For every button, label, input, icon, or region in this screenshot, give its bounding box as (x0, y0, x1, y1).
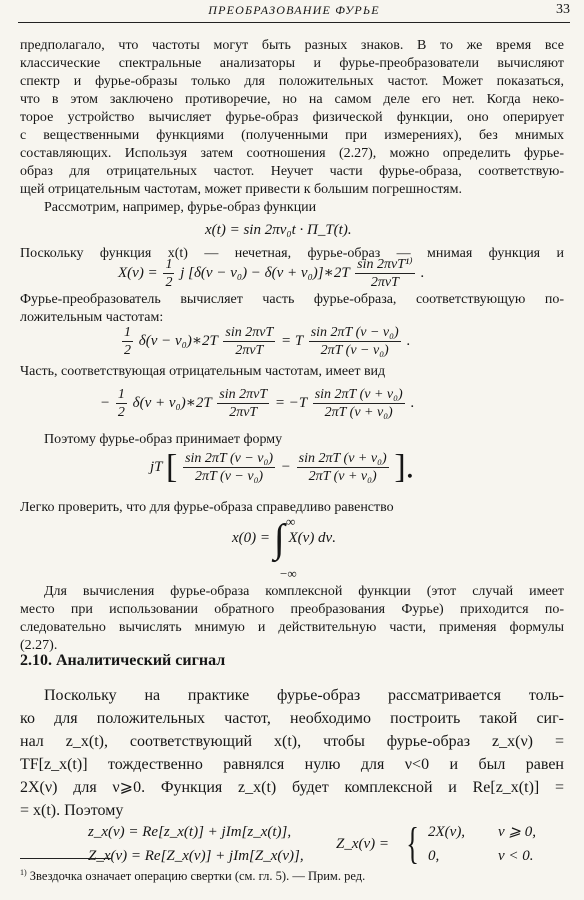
page-number: 33 (556, 2, 570, 17)
text-line: Для вычисления фурье-образа комплексной функции (этот случай имеет (44, 584, 564, 599)
page-header (18, 2, 570, 23)
footnote (20, 868, 365, 884)
text-line: составляющих. Используя затем соотношения (2.27), можно определить фурье- (20, 146, 564, 161)
text-line: что в этом заключено противоречие, но на самом деле его нет. Когда неко- (20, 92, 564, 107)
section-title: 2.10. Аналитический сигнал (20, 652, 226, 669)
text-line: следовательно вычислять мнимую и действительную части, применяя формулы (20, 620, 564, 635)
text-line: классические спектральные анализаторы и фурье-преобразователи вычисляют (20, 56, 564, 71)
case-value-positive: 2X(ν), (428, 824, 466, 840)
fraction-sinc: $\frac{\text{sin 2πνT}}{\text{2πνT}}$ (219, 387, 268, 420)
equation-negative-part: − $\frac{1}{2}$ δ(ν + ν₀)∗2T $\frac{\text{sin 2πνT}}{\text{2πνT}}$ = −T $\frac{\text{sin 2πT (ν + ν₀)}}{\text{2πT (ν + ν₀)}}$ . (100, 387, 415, 420)
equation-signal: x(t) = sin 2πν₀t · Π_T(t). (205, 222, 352, 238)
eq-middle: j [δ(ν − ν₀) − δ(ν + ν₀)]∗2T (180, 264, 350, 281)
running-head: ПРЕОБРАЗОВАНИЕ ФУРЬЕ (208, 3, 380, 17)
fraction-result: $\frac{\text{sin 2πT (ν − ν₀)}}{\text{2πT (ν − ν₀)}}$ (310, 325, 399, 358)
equation-fourier-transform: X(ν) = $\frac{1}{2}$ j [δ(ν − ν₀) − δ(ν + ν₀)]∗2T $\frac{\text{sin 2πνT¹⁾}}{\text{2πνT}}$ . (118, 257, 425, 290)
text-line: Поскольку функция x(t) — нечетная, фурье-образ — мнимая функция и (20, 246, 564, 261)
fraction-b: $\frac{\text{sin 2πT (ν + ν₀)}}{\text{2πT (ν + ν₀)}}$ (298, 451, 387, 484)
case-condition-positive: ν ⩾ 0, (498, 824, 536, 840)
equation-analytic-Z: Z_x(ν) = Re[Z_x(ν)] + jIm[Z_x(ν)], (88, 848, 304, 864)
eq-lhs: X(ν) = (118, 264, 158, 281)
text-line: Фурье-преобразователь вычисляет часть фурье-образа, соответствующую по- (20, 292, 564, 307)
text-line: место при использовании обратного преобразования Фурье) приходится по- (20, 602, 564, 617)
text-line: Легко проверить, что для фурье-образа справедливо равенство (20, 500, 394, 515)
equation-analytic-z: z_x(ν) = Re[z_x(t)] + jIm[z_x(t)], (88, 824, 292, 840)
equation-integral: x(0) = ∫ X(ν) dν. (232, 515, 336, 561)
equation-cases-lhs: Z_x(ν) = (336, 836, 390, 852)
fraction-half: $\frac{1}{2}$ (117, 387, 125, 420)
fraction-half: $\frac{1}{2}$ (124, 325, 131, 358)
fraction-sinc: $\frac{\text{sin 2πνT¹⁾}}{\text{2πνT}}$ (357, 257, 413, 290)
case-value-negative: 0, (428, 848, 440, 864)
text-line: = x(t). Поэтому (20, 802, 124, 819)
equation-full-transform: jT [ $\frac{\text{sin 2πT (ν − ν₀)}}{\text{2πT (ν − ν₀)}}$ − $\frac{\text{sin 2πT (ν + ν₀)}}{\text{2πT (ν + ν₀)}}$ ]. (150, 448, 415, 486)
footnote-text: Звездочка означает операцию свертки (см. гл. 5). — Прим. ред. (29, 869, 366, 884)
text-line: 2X(ν) для ν⩾0. Функция z_x(t) будет комплексной и Re[z_x(t)] = (20, 779, 564, 796)
fraction-half: $\frac{1}{2}$ (165, 257, 173, 290)
integral-sign: ∫ (273, 515, 285, 561)
cases-brace: { (406, 819, 419, 868)
text-line: (2.27). (20, 638, 58, 653)
text-line: ко для положительных частот, необходимо построить такой сиг- (20, 710, 564, 727)
integral-lower-limit: −∞ (280, 566, 297, 581)
text-line: с вещественными функциями (полученными при измерениях), без мнимых (20, 128, 564, 143)
text-line: спектр и фурье-образы только для положительных частот. Может показаться, (20, 74, 564, 89)
case-condition-negative: ν < 0. (498, 848, 534, 864)
equation-positive-part: $\frac{1}{2}$ δ(ν − ν₀)∗2T $\frac{\text{sin 2πνT}}{\text{2πνT}}$ = T $\frac{\text{sin 2πT (ν − ν₀)}}{\text{2πT (ν − ν₀)}}$ . (124, 325, 411, 358)
footnote-rule (20, 858, 112, 859)
fraction-a: $\frac{\text{sin 2πT (ν − ν₀)}}{\text{2πT (ν − ν₀)}}$ (185, 451, 274, 484)
integral-upper-limit: ∞ (286, 514, 296, 529)
text-line: предполагало, что частоты могут быть разных знаков. В то же время все (20, 38, 564, 53)
footnote-mark: 1) (20, 868, 27, 877)
text-line: TF[z_x(t)] тождественно равнялся нулю для ν<0 и был равен (20, 756, 564, 773)
fraction-result: $\frac{\text{sin 2πT (ν + ν₀)}}{\text{2πT (ν + ν₀)}}$ (314, 387, 403, 420)
text-line: Поскольку на практике фурье-образ рассматривается толь- (44, 687, 564, 704)
text-line: Часть, соответствующая отрицательным частотам, имеет вид (20, 364, 386, 379)
text-line: ложительным частотам: (20, 310, 164, 325)
text-line: нал z_x(t), соответствующий x(t), чтобы фурье-образ z_x(ν) = (20, 733, 564, 750)
text-line: Поэтому фурье-образ принимает форму (44, 432, 283, 447)
text-line: Рассмотрим, например, фурье-образ функции (44, 200, 317, 215)
fraction-sinc: $\frac{\text{sin 2πνT}}{\text{2πνT}}$ (225, 325, 274, 358)
text-line: щей отрицательным частотам, может привести к большим погрешностям. (20, 182, 462, 197)
text-line: торое устройство вычисляет фурье-образ физической функции, оно оперирует (20, 110, 564, 125)
text-line: образ для отрицательных частот. Неучет части фурье-образа, соответствую- (20, 164, 564, 179)
